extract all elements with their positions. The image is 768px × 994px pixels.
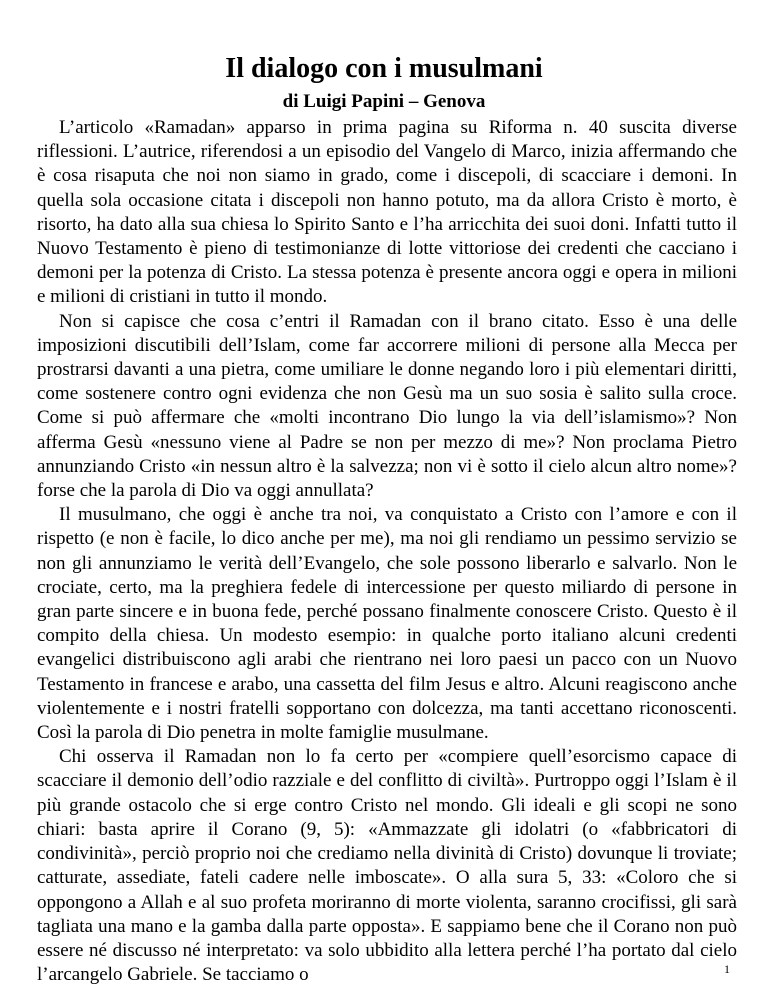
- author-byline: di Luigi Papini – Genova: [282, 91, 486, 112]
- paragraph: Il musulmano, che oggi è anche tra noi, va conquistato a Cristo con l’amore e con il rispetto (e non è facile, lo dico anche per me), ma noi gli rendiamo un pessimo servizio se non gli annunziamo le verità dell’Evangelo, che sole possono liberarlo e salvarlo. Non le crociate, certo, ma la preghiera fedele di intercessione per questo miliardo di persone in gran parte sincere e in buona fede, perché possano finalmente conoscere Cristo. Questo è il compito della chiesa. Un modesto esempio: in qualche porto italiano alcuni credenti evangelici distribuiscono agli arabi che rientrano nei loro paesi un pacco con un Nuovo Testamento in francese e arabo, una cassetta del film Jesus e altro. Alcuni reagiscono anche violentemente e i nostri fratelli sopportano con dolcezza, ma tanti accettano riconoscenti. Così la parola di Dio penetra in molte famiglie musulmane.: [37, 504, 737, 744]
- article-body: [37, 116, 737, 987]
- page-title: Il dialogo con i musulmani: [225, 53, 543, 84]
- paragraph: L’articolo «Ramadan» apparso in prima pagina su Riforma n. 40 suscita diverse riflessioni. L’autrice, riferendosi a un episodio del Vangelo di Marco, inizia affermando che è cosa risaputa che noi non siamo in grado, come i discepoli, di scacciare i demoni. In quella sola occasione citata i discepoli non hanno potuto, ma da allora Cristo è morto, è risorto, ha dato alla sua chiesa lo Spirito Santo e l’ha arricchita dei suoi doni. Infatti tutto il Nuovo Testamento è pieno di testimonianze di lotte vittoriose dei credenti che cacciano i demoni per la potenza di Cristo. La stessa potenza è presente ancora oggi e opera in milioni e milioni di cristiani in tutto il mondo.: [37, 117, 737, 308]
- page-number: 1: [724, 962, 730, 976]
- paragraph: Chi osserva il Ramadan non lo fa certo per «compiere quell’esorcismo capace di scacciare il demonio dell’odio razziale e del conflitto di civiltà». Purtroppo oggi l’Islam è il più grande ostacolo che si erge contro Cristo nel mondo. Gli ideali e gli scopi ne sono chiari: basta aprire il Corano (9, 5): «Ammazzate gli idolatri (o «fabbricatori di condivinità», perciò proprio noi che crediamo nella divinità di Cristo) dovunque li troviate; catturate, assediate, fateli cadere nelle imboscate». O alla sura 5, 33: «Coloro che si oppongono a Allah e al suo profeta moriranno di morte violenta, saranno crocifissi, gli sarà tagliata una mano e la gamba dalla parte opposta». E sappiamo bene che il Corano non può essere né discusso né interpretato: va solo ubbidito alla lettera perché l’ha portato dal cielo l’arcangelo Gabriele. Se tacciamo o: [37, 746, 737, 986]
- paragraph: Non si capisce che cosa c’entri il Ramadan con il brano citato. Esso è una delle imposizioni discutibili dell’Islam, come far accorrere milioni di persone alla Mecca per prostrarsi davanti a una pietra, come umiliare le donne negando loro i più elementari diritti, come sostenere contro ogni evidenza che non Gesù ma un suo sosia è salito sulla croce. Come si può affermare che «molti incontrano Dio lungo la via dell’islamismo»? Non afferma Gesù «nessuno viene al Padre se non per mezzo di me»? Non proclama Pietro annunziando Cristo «in nessun altro è la salvezza; non vi è sotto il cielo alcun altro nome»? forse che la parola di Dio va oggi annullata?: [37, 310, 737, 502]
